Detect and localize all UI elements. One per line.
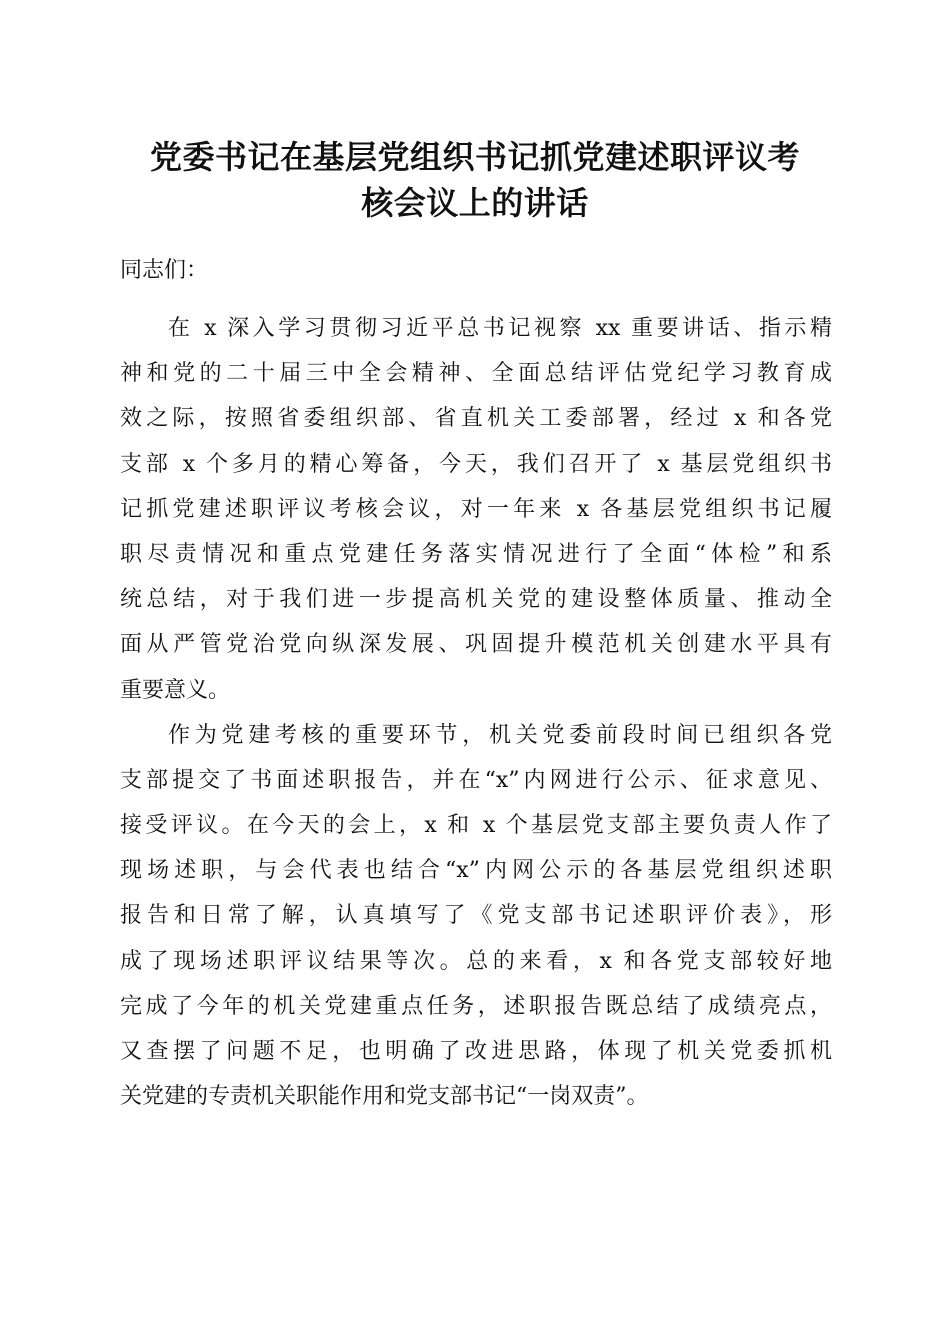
paragraph-line: 完成了今年的机关党建重点任务，述职报告既总结了成绩亮点， xyxy=(120,993,832,1019)
paragraph-line: 重要意义。 xyxy=(120,677,231,703)
paragraph-line: 接受评议。在今天的会上，x 和 x 个基层党支部主要负责人作了 xyxy=(120,813,832,839)
paragraph-line: 报告和日常了解，认真填写了《党支部书记述职评价表》，形 xyxy=(120,903,832,929)
title-line-2: 核会议上的讲话 xyxy=(361,184,589,222)
paragraph-line: 职尽责情况和重点党建任务落实情况进行了全面“体检”和系 xyxy=(120,541,832,567)
paragraph-line: 统总结，对于我们进一步提高机关党的建设整体质量、推动全 xyxy=(120,587,832,613)
paragraph-line: 现场述职，与会代表也结合“x”内网公示的各基层党组织述职 xyxy=(120,858,832,884)
paragraph-line: 关党建的专责机关职能作用和党支部书记“一岗双责”。 xyxy=(120,1084,649,1110)
title-line-1: 党委书记在基层党组织书记抓党建述职评议考 xyxy=(149,138,800,176)
paragraph-line: 支部 x 个多月的精心筹备，今天，我们召开了 x 基层党组织书 xyxy=(120,451,832,477)
paragraph-2 xyxy=(120,713,832,1120)
paragraph-line: 面从严管党治党向纵深发展、巩固提升模范机关创建水平具有 xyxy=(120,632,832,658)
document-body xyxy=(120,252,832,1119)
paragraph-line: 成了现场述职评议结果等次。总的来看，x 和各党支部较好地 xyxy=(120,948,832,974)
paragraph-line: 在 x 深入学习贯彻习近平总书记视察 xx 重要讲话、指示精 xyxy=(168,316,832,341)
paragraph-line: 记抓党建述职评议考核会议，对一年来 x 各基层党组织书记履 xyxy=(120,496,832,522)
paragraph-line: 效之际，按照省委组织部、省直机关工委部署，经过 x 和各党 xyxy=(120,406,832,432)
paragraph-line: 支部提交了书面述职报告，并在“x”内网进行公示、征求意见、 xyxy=(120,767,832,793)
salutation: 同志们： xyxy=(120,258,209,283)
paragraph-line: 神和党的二十届三中全会精神、全面总结评估党纪学习教育成 xyxy=(120,361,832,387)
paragraph-line: 作为党建考核的重要环节，机关党委前段时间已组织各党 xyxy=(168,722,832,748)
paragraph-line: 又查摆了问题不足，也明确了改进思路，体现了机关党委抓机 xyxy=(120,1039,832,1064)
document-title xyxy=(100,134,850,226)
paragraph-1 xyxy=(120,306,832,713)
